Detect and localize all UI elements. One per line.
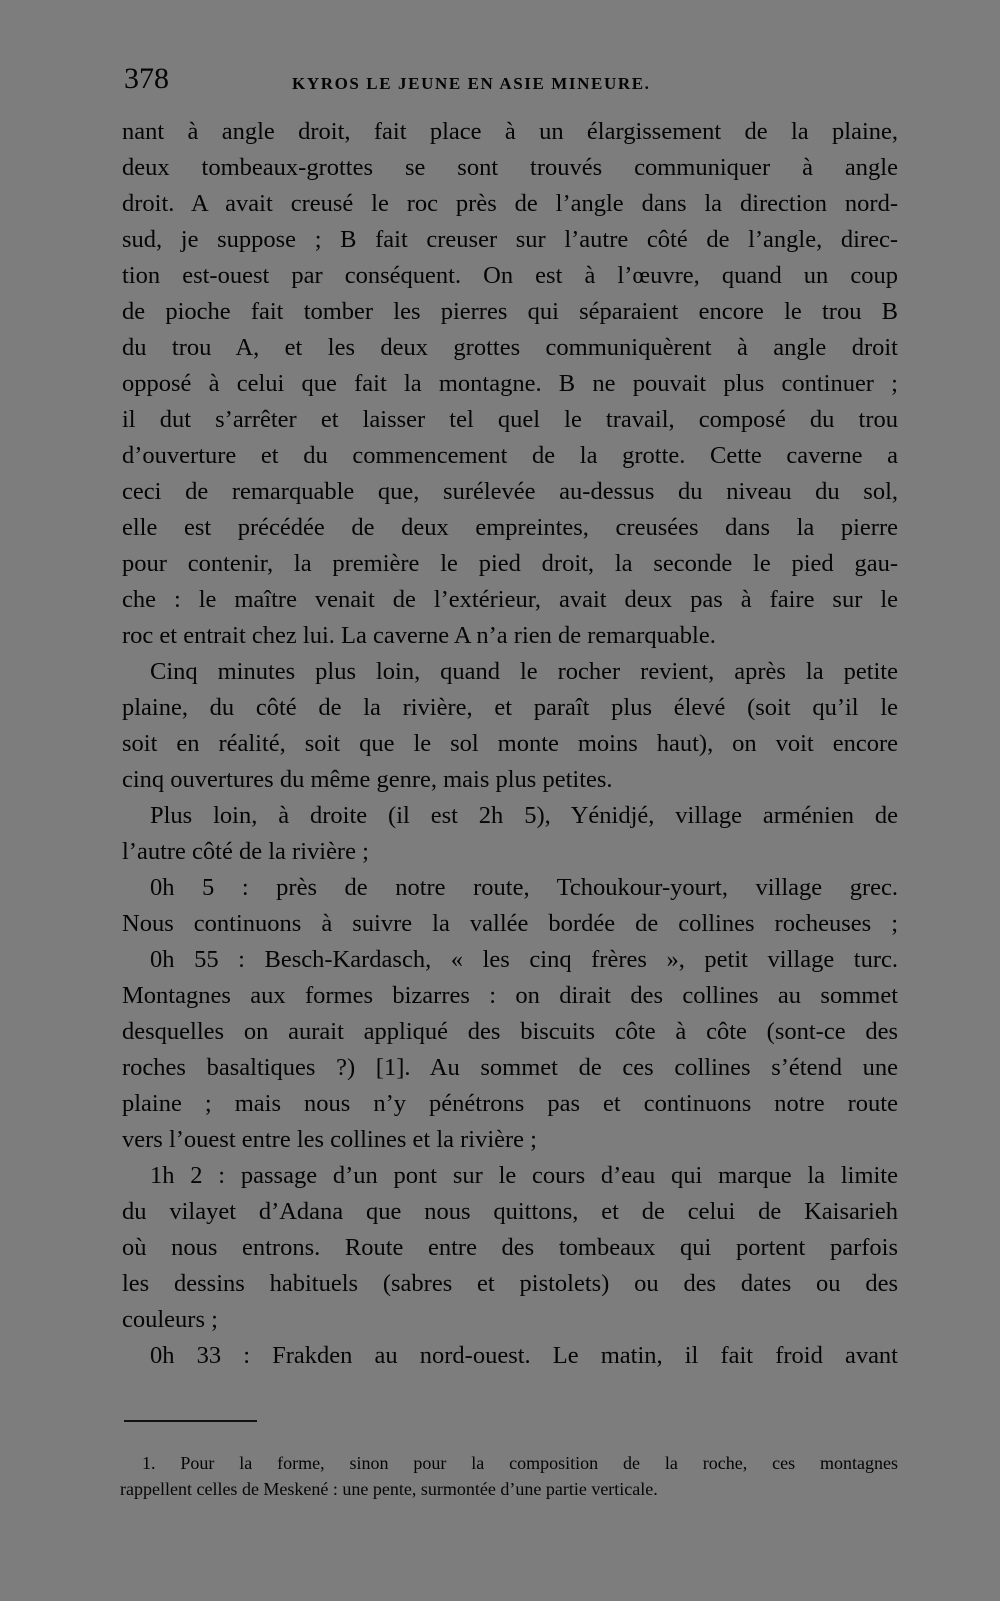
footnote-line: 1. Pour la forme, sinon pour la composition de la roche, ces montagnes (142, 1453, 898, 1473)
text-line: les dessins habituels (sabres et pistolets) ou des dates ou des (122, 1270, 898, 1297)
text-line: Montagnes aux formes bizarres : on dirait des collines au sommet (122, 982, 898, 1009)
text-line: Nous continuons à suivre la vallée bordée de collines rocheuses ; (122, 910, 898, 937)
text-line: l’autre côté de la rivière ; (122, 838, 369, 865)
footnote-rule (124, 1420, 257, 1422)
text-line: desquelles on aurait appliqué des biscuits côte à côte (sont-ce des (122, 1018, 898, 1045)
text-line: couleurs ; (122, 1306, 218, 1333)
text-line: du trou A, et les deux grottes communiquèrent à angle droit (122, 334, 898, 361)
text-line: plaine, du côté de la rivière, et paraît plus élevé (soit qu’il le (122, 694, 898, 721)
text-line: opposé à celui que fait la montagne. B ne pouvait plus continuer ; (122, 370, 898, 397)
text-line: du vilayet d’Adana que nous quittons, et de celui de Kaisarieh (122, 1198, 898, 1225)
text-line: vers l’ouest entre les collines et la rivière ; (122, 1126, 537, 1153)
text-line: plaine ; mais nous n’y pénétrons pas et continuons notre route (122, 1090, 898, 1117)
text-line: soit en réalité, soit que le sol monte moins haut), on voit encore (122, 730, 898, 757)
text-line: pour contenir, la première le pied droit, la seconde le pied gau- (122, 550, 898, 577)
text-line: droit. A avait creusé le roc près de l’angle dans la direction nord- (122, 190, 898, 217)
footnote-line: rappellent celles de Meskené : une pente, surmontée d’une partie verticale. (120, 1479, 658, 1499)
text-line: tion est-ouest par conséquent. On est à l’œuvre, quand un coup (122, 262, 898, 289)
page-number: 378 (124, 62, 169, 95)
text-line: 0h 55 : Besch-Kardasch, « les cinq frères », petit village turc. (150, 946, 898, 973)
text-line: 1h 2 : passage d’un pont sur le cours d’eau qui marque la limite (150, 1162, 898, 1189)
text-line: che : le maître venait de l’extérieur, avait deux pas à faire sur le (122, 586, 898, 613)
text-line: roches basaltiques ?) [1]. Au sommet de ces collines s’étend une (122, 1054, 898, 1081)
text-line: roc et entrait chez lui. La caverne A n’a rien de remarquable. (122, 622, 716, 649)
text-line: sud, je suppose ; B fait creuser sur l’autre côté de l’angle, direc- (122, 226, 898, 253)
text-line: 0h 33 : Frakden au nord-ouest. Le matin, il fait froid avant (150, 1342, 898, 1369)
text-line: de pioche fait tomber les pierres qui séparaient encore le trou B (122, 298, 898, 325)
text-line: cinq ouvertures du même genre, mais plus petites. (122, 766, 613, 793)
text-line: où nous entrons. Route entre des tombeaux qui portent parfois (122, 1234, 898, 1261)
text-line: d’ouverture et du commencement de la grotte. Cette caverne a (122, 442, 898, 469)
text-line: 0h 5 : près de notre route, Tchoukour-yourt, village grec. (150, 874, 898, 901)
text-line: nant à angle droit, fait place à un élargissement de la plaine, (122, 118, 898, 145)
text-line: Plus loin, à droite (il est 2h 5), Yénidjé, village arménien de (150, 802, 898, 829)
text-line: il dut s’arrêter et laisser tel quel le travail, composé du trou (122, 406, 898, 433)
text-line: ceci de remarquable que, surélevée au-dessus du niveau du sol, (122, 478, 898, 505)
text-line: Cinq minutes plus loin, quand le rocher revient, après la petite (150, 658, 898, 685)
text-line: elle est précédée de deux empreintes, creusées dans la pierre (122, 514, 898, 541)
running-title: KYROS LE JEUNE EN ASIE MINEURE. (292, 74, 651, 93)
text-line: deux tombeaux-grottes se sont trouvés communiquer à angle (122, 154, 898, 181)
